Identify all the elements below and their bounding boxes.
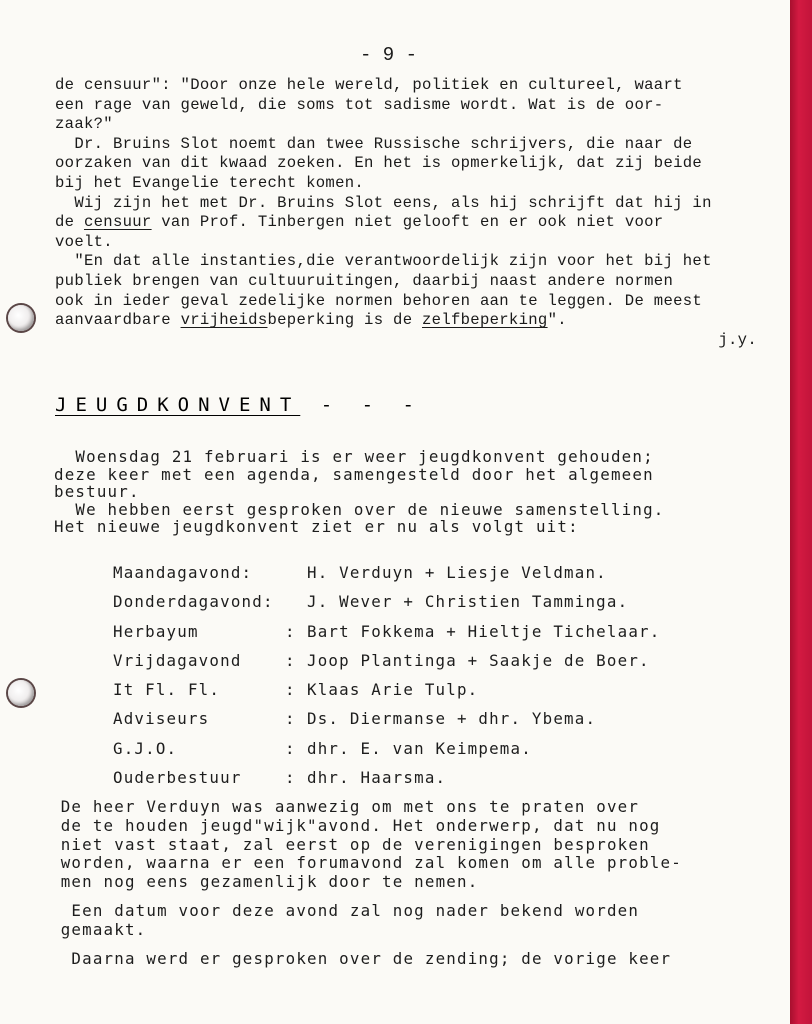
roster-label: Herbayum — [113, 621, 199, 641]
roster-separator: : — [285, 768, 296, 788]
text-line — [55, 96, 765, 116]
underlined-word: vrijheids — [180, 311, 268, 330]
roster-separator — [285, 558, 307, 587]
roster-label: G.J.O. — [113, 738, 178, 758]
text-run: "En dat alle instanties,die verantwoordelijk zijn voor het bij het — [55, 252, 712, 271]
text-line — [55, 135, 765, 155]
underlined-word: zelfbeperking — [422, 311, 548, 330]
jeugdkonvent-paragraphs — [50, 798, 770, 968]
text-line: de te houden jeugd"wijk"avond. Het onderwerp, dat nu nog — [50, 815, 661, 835]
text-line — [55, 213, 765, 233]
text-run: publiek brengen van cultuuruitingen, daarbij naast andere normen — [55, 271, 674, 290]
text-line: Woensdag 21 februari is er weer jeugdkonvent gehouden; — [54, 447, 654, 466]
heading-title: JEUGDKONVENT — [55, 394, 301, 416]
text-line — [55, 233, 765, 253]
text-line: Daarna werd er gesproken over de zending; de vorige keer — [50, 948, 672, 968]
text-line — [55, 272, 765, 292]
roster-row — [113, 734, 660, 763]
text-run: Dr. Bruins Slot noemt dan twee Russische schrijvers, die naar de — [55, 134, 693, 153]
text-run: van Prof. Tinbergen niet gelooft en er ook niet voor — [151, 213, 664, 232]
text-run: aanvaardbare — [55, 311, 181, 330]
text-line — [55, 115, 765, 135]
roster-row — [113, 763, 660, 792]
roster-label: Vrijdagavond — [113, 650, 242, 670]
text-run: de censuur": "Door onze hele wereld, politiek en cultureel, waart — [55, 76, 683, 94]
author-signature: j.y. — [718, 330, 757, 349]
text-run: Wij zijn het met Dr. Bruins Slot eens, als hij schrijft dat hij in — [55, 193, 712, 212]
text-line — [55, 174, 765, 194]
text-run: bij het Evangelie terecht komen. — [55, 173, 365, 192]
underlined-word: censuur — [83, 213, 152, 232]
roster-value: Joop Plantinga + Saakje de Boer. — [307, 650, 650, 670]
text-run: voelt. — [55, 232, 113, 251]
text-line: Een datum voor deze avond zal nog nader bekend worden — [50, 900, 640, 920]
text-line — [55, 252, 765, 272]
text-run: oorzaken van dit kwaad zoeken. En het is opmerkelijk, dat zij beide — [55, 154, 703, 173]
roster-label: Maandagavond: — [113, 563, 253, 582]
section-heading-jeugdkonvent — [55, 394, 423, 416]
text-line: gemaakt. — [50, 919, 147, 939]
roster-row — [113, 587, 660, 616]
roster-separator: : — [285, 680, 296, 700]
roster-value: J. Wever + Christien Tamminga. — [307, 592, 629, 612]
roster-value: dhr. E. van Keimpema. — [307, 738, 532, 758]
text-line — [55, 194, 765, 214]
roster-label: Adviseurs — [113, 709, 210, 729]
roster-separator — [285, 587, 307, 616]
text-run: een rage van geweld, die soms tot sadisme wordt. Wat is de oor- — [55, 95, 664, 114]
text-line — [55, 154, 765, 174]
article-censuur-text — [55, 76, 765, 350]
roster-separator: : — [285, 621, 296, 641]
roster-row — [113, 558, 660, 587]
text-line: niet vast staat, zal eerst op de verenigingen besproken — [50, 834, 650, 854]
text-line: Het nieuwe jeugdkonvent ziet er nu als volgt uit: — [54, 517, 579, 536]
text-line — [55, 292, 765, 312]
roster-separator: : — [285, 709, 296, 729]
page-number: - 9 - — [360, 44, 418, 66]
text-line: deze keer met een agenda, samengesteld door het algemeen — [54, 464, 654, 484]
jeugdkonvent-intro — [54, 448, 774, 536]
text-run: de — [55, 213, 84, 232]
text-run: ook in ieder geval zedelijke normen behoren aan te leggen. De meest — [55, 291, 703, 310]
roster-label: It Fl. Fl. — [113, 680, 221, 700]
roster-row — [113, 617, 660, 646]
binder-hole-bottom — [8, 680, 34, 706]
text-line — [55, 311, 765, 331]
roster-label: Donderdagavond: — [113, 592, 274, 612]
roster-separator: : — [285, 650, 296, 670]
roster-value: Ds. Diermanse + dhr. Ybema. — [307, 709, 597, 729]
binder-hole-top — [8, 305, 34, 331]
text-line: men nog eens gezamenlijk door te nemen. — [50, 872, 479, 892]
roster-separator: : — [285, 738, 296, 758]
jeugdkonvent-roster — [113, 558, 660, 792]
roster-value: dhr. Haarsma. — [307, 768, 447, 788]
roster-value: Bart Fokkema + Hieltje Tichelaar. — [307, 621, 661, 641]
text-line — [55, 76, 765, 96]
text-run: zaak?" — [55, 115, 113, 134]
roster-row — [113, 675, 660, 704]
text-line: worden, waarna er een forumavond zal komen om alle proble- — [50, 853, 682, 873]
roster-row — [113, 704, 660, 733]
heading-dashes: - - - — [320, 394, 423, 416]
roster-value: Klaas Arie Tulp. — [307, 680, 479, 700]
roster-label: Ouderbestuur — [113, 768, 242, 788]
text-line: We hebben eerst gesproken over de nieuwe samenstelling. — [54, 499, 665, 519]
text-run: beperking is de — [267, 311, 423, 330]
text-run: ". — [547, 311, 567, 330]
red-binder-edge — [790, 0, 812, 1024]
roster-value: H. Verduyn + Liesje Veldman. — [307, 563, 607, 582]
text-line: De heer Verduyn was aanwezig om met ons te praten over — [50, 797, 640, 816]
roster-row — [113, 646, 660, 675]
text-line: bestuur. — [54, 482, 140, 501]
